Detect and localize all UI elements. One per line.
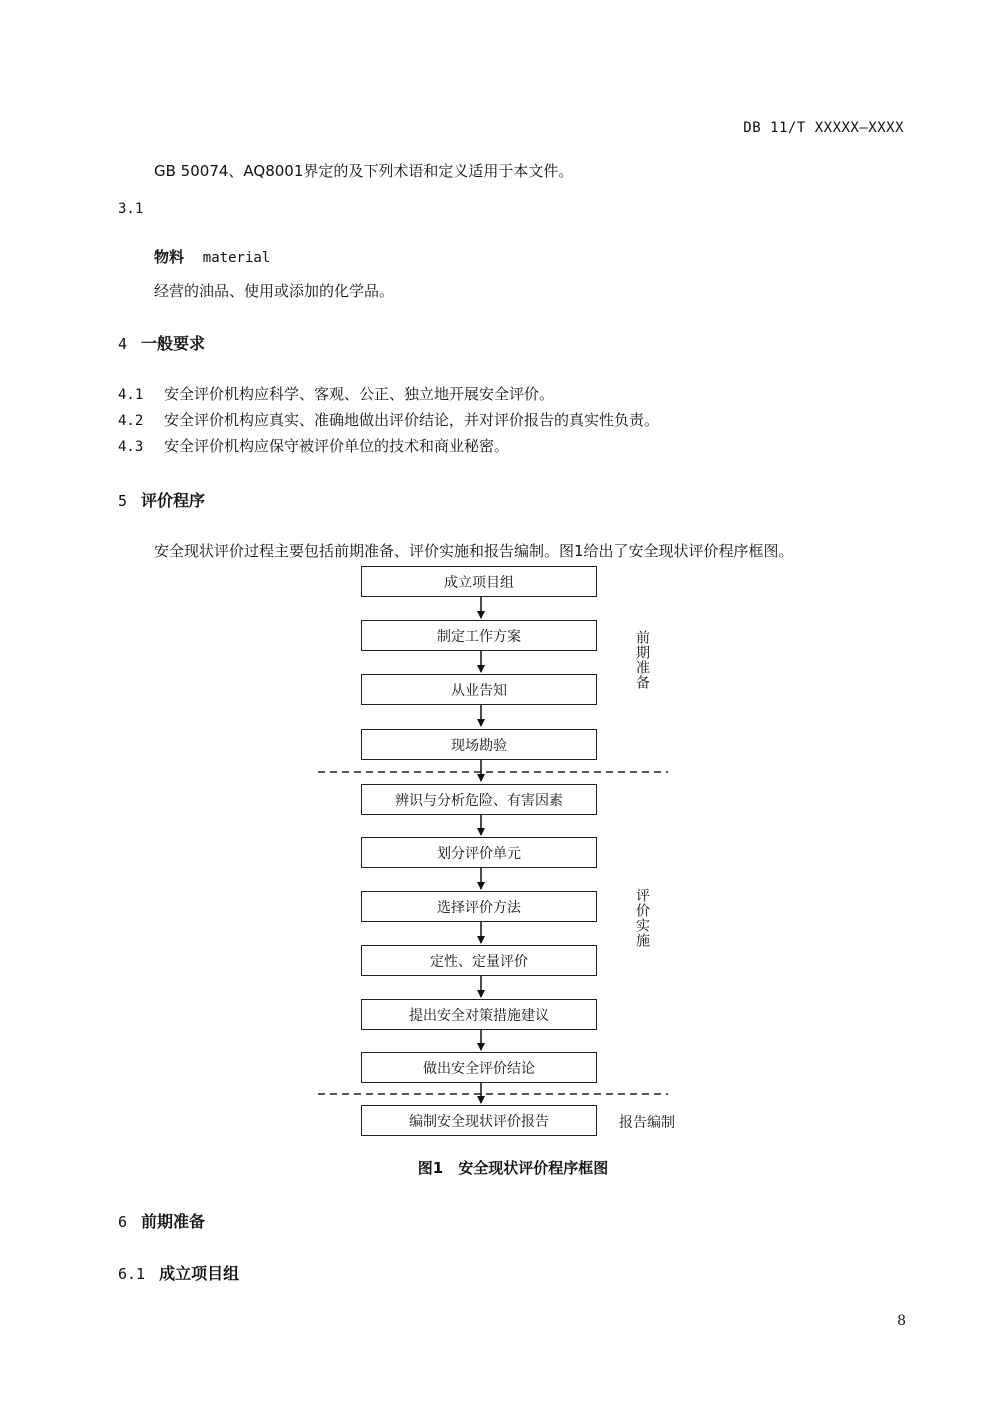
term-name-en: material	[202, 250, 271, 266]
flow-step-label: 成立项目组	[444, 574, 514, 591]
term-number: 3.1	[118, 201, 144, 217]
section-6-1-number: 6.1	[118, 1265, 146, 1283]
section-5-title: 评价程序	[141, 491, 206, 510]
term-name-zh: 物料	[154, 248, 185, 266]
flow-step-label: 定性、定量评价	[430, 953, 528, 970]
flow-step-evaluate	[361, 945, 597, 976]
intro-sentence-text: GB 50074、AQ8001界定的及下列术语和定义适用于本文件。	[154, 162, 574, 180]
flow-step-form-team	[361, 566, 597, 597]
section-4-number: 4	[118, 335, 128, 353]
phase-label-preparation: 前期准备	[634, 630, 650, 690]
section-5-paragraph: 安全现状评价过程主要包括前期准备、评价实施和报告编制。图1给出了安全现状评价程序框图。	[154, 542, 794, 560]
flow-step-divide-units	[361, 837, 597, 868]
clause-text: 安全评价机构应保守被评价单位的技术和商业秘密。	[164, 437, 510, 455]
clause-text: 安全评价机构应科学、客观、公正、独立地开展安全评价。	[164, 385, 555, 403]
flow-step-label: 从业告知	[451, 682, 507, 699]
section-4-title: 一般要求	[141, 334, 206, 353]
figure-caption: 图1 安全现状评价程序框图	[417, 1159, 609, 1177]
document-code: DB 11/T XXXXX—XXXX	[743, 120, 904, 136]
section-6-heading	[118, 1209, 205, 1232]
clause-number: 4.1	[118, 387, 144, 403]
section-5-number: 5	[118, 492, 128, 510]
phase-label-report: 报告编制	[619, 1115, 675, 1131]
flow-step-compile-report	[361, 1105, 597, 1136]
page-number: 8	[897, 1313, 906, 1329]
flow-step-conclusion	[361, 1052, 597, 1083]
flow-step-select-method	[361, 891, 597, 922]
flow-step-work-plan	[361, 620, 597, 651]
clause-number: 4.2	[118, 413, 144, 429]
flow-step-countermeasures	[361, 999, 597, 1030]
term-definition: 经营的油品、使用或添加的化学品。	[154, 282, 395, 300]
flow-step-label: 制定工作方案	[437, 628, 521, 645]
flow-step-label: 划分评价单元	[437, 845, 521, 862]
flow-step-label: 提出安全对策措施建议	[409, 1007, 549, 1024]
flow-step-notify-employees	[361, 674, 597, 705]
flow-step-identify-hazards	[361, 784, 597, 815]
section-6-1-heading	[118, 1261, 239, 1284]
phase-label-implementation: 评价实施	[634, 888, 650, 948]
flow-step-label: 选择评价方法	[437, 899, 521, 916]
clause-text: 安全评价机构应真实、准确地做出评价结论，并对评价报告的真实性负责。	[164, 411, 660, 429]
flow-step-site-survey	[361, 729, 597, 760]
section-6-title: 前期准备	[141, 1212, 206, 1231]
flow-step-label: 编制安全现状评价报告	[409, 1113, 549, 1130]
section-6-1-title: 成立项目组	[159, 1264, 240, 1283]
flow-step-label: 现场勘验	[451, 737, 507, 754]
clause-number: 4.3	[118, 439, 144, 455]
section-6-number: 6	[118, 1213, 128, 1231]
flow-step-label: 做出安全评价结论	[423, 1060, 535, 1077]
flow-step-label: 辨识与分析危险、有害因素	[395, 792, 563, 809]
